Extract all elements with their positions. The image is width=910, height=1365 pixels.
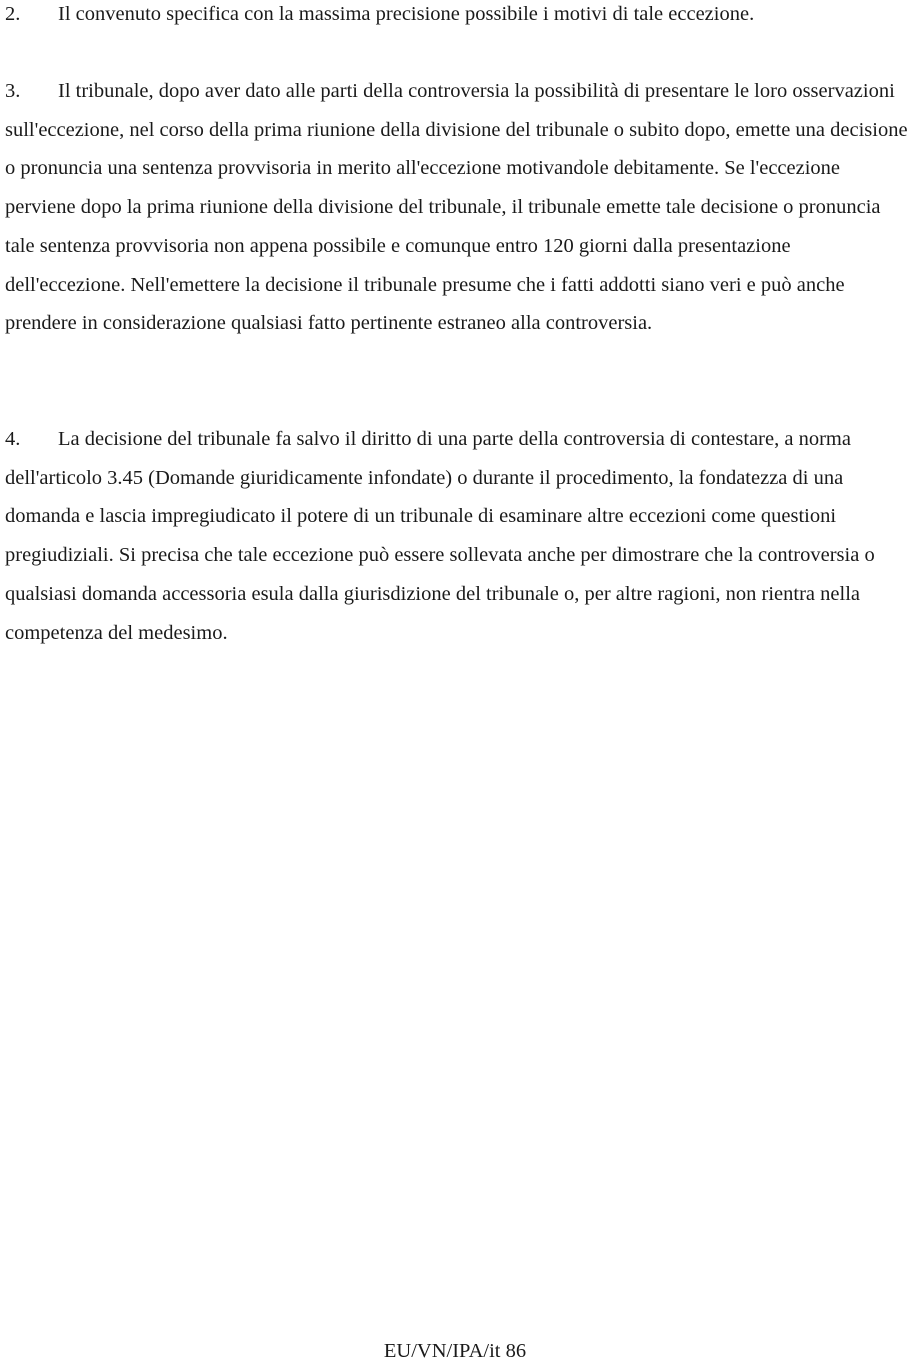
page-footer: EU/VN/IPA/it 86 <box>383 1340 527 1362</box>
paragraph-2 <box>5 0 909 34</box>
paragraph-text: Il tribunale, dopo aver dato alle parti della controversia la possibilità di presentare le loro osservazioni sull'eccezione, nel corso della prima riunione della divisione del tribunale o subito dopo, emette una decisione o pronuncia una sentenza provvisoria in merito all'eccezione motivandole debitamente. Se l'eccezione perviene dopo la prima riunione della divisione del tribunale, il tribunale emette tale decisione o pronuncia tale sentenza provvisoria non appena possibile e comunque entro 120 giorni dalla presentazione dell'eccezione. Nell'emettere la decisione il tribunale presume che i fatti addotti siano veri e può anche prendere in considerazione qualsiasi fatto pertinente estraneo alla controversia. <box>5 80 908 335</box>
paragraph-4 <box>5 420 909 652</box>
paragraph-text: Il convenuto specifica con la massima precisione possibile i motivi di tale eccezione. <box>58 3 755 25</box>
paragraph-number: 4. <box>5 428 21 450</box>
paragraph-number: 3. <box>5 80 21 102</box>
paragraph-text: La decisione del tribunale fa salvo il diritto di una parte della controversia di contestare, a norma dell'articolo 3.45 (Domande giuridicamente infondate) o durante il procedimento, la fondatezza di una domanda e lascia impregiudicato il potere di un tribunale di esaminare altre eccezioni come questioni pregiudiziali. Si precisa che tale eccezione può essere sollevata anche per dimostrare che la controversia o qualsiasi domanda accessoria esula dalla giurisdizione del tribunale o, per altre ragioni, non rientra nella competenza del medesimo. <box>5 428 875 644</box>
paragraph-3 <box>5 72 909 343</box>
paragraph-number: 2. <box>5 3 21 25</box>
